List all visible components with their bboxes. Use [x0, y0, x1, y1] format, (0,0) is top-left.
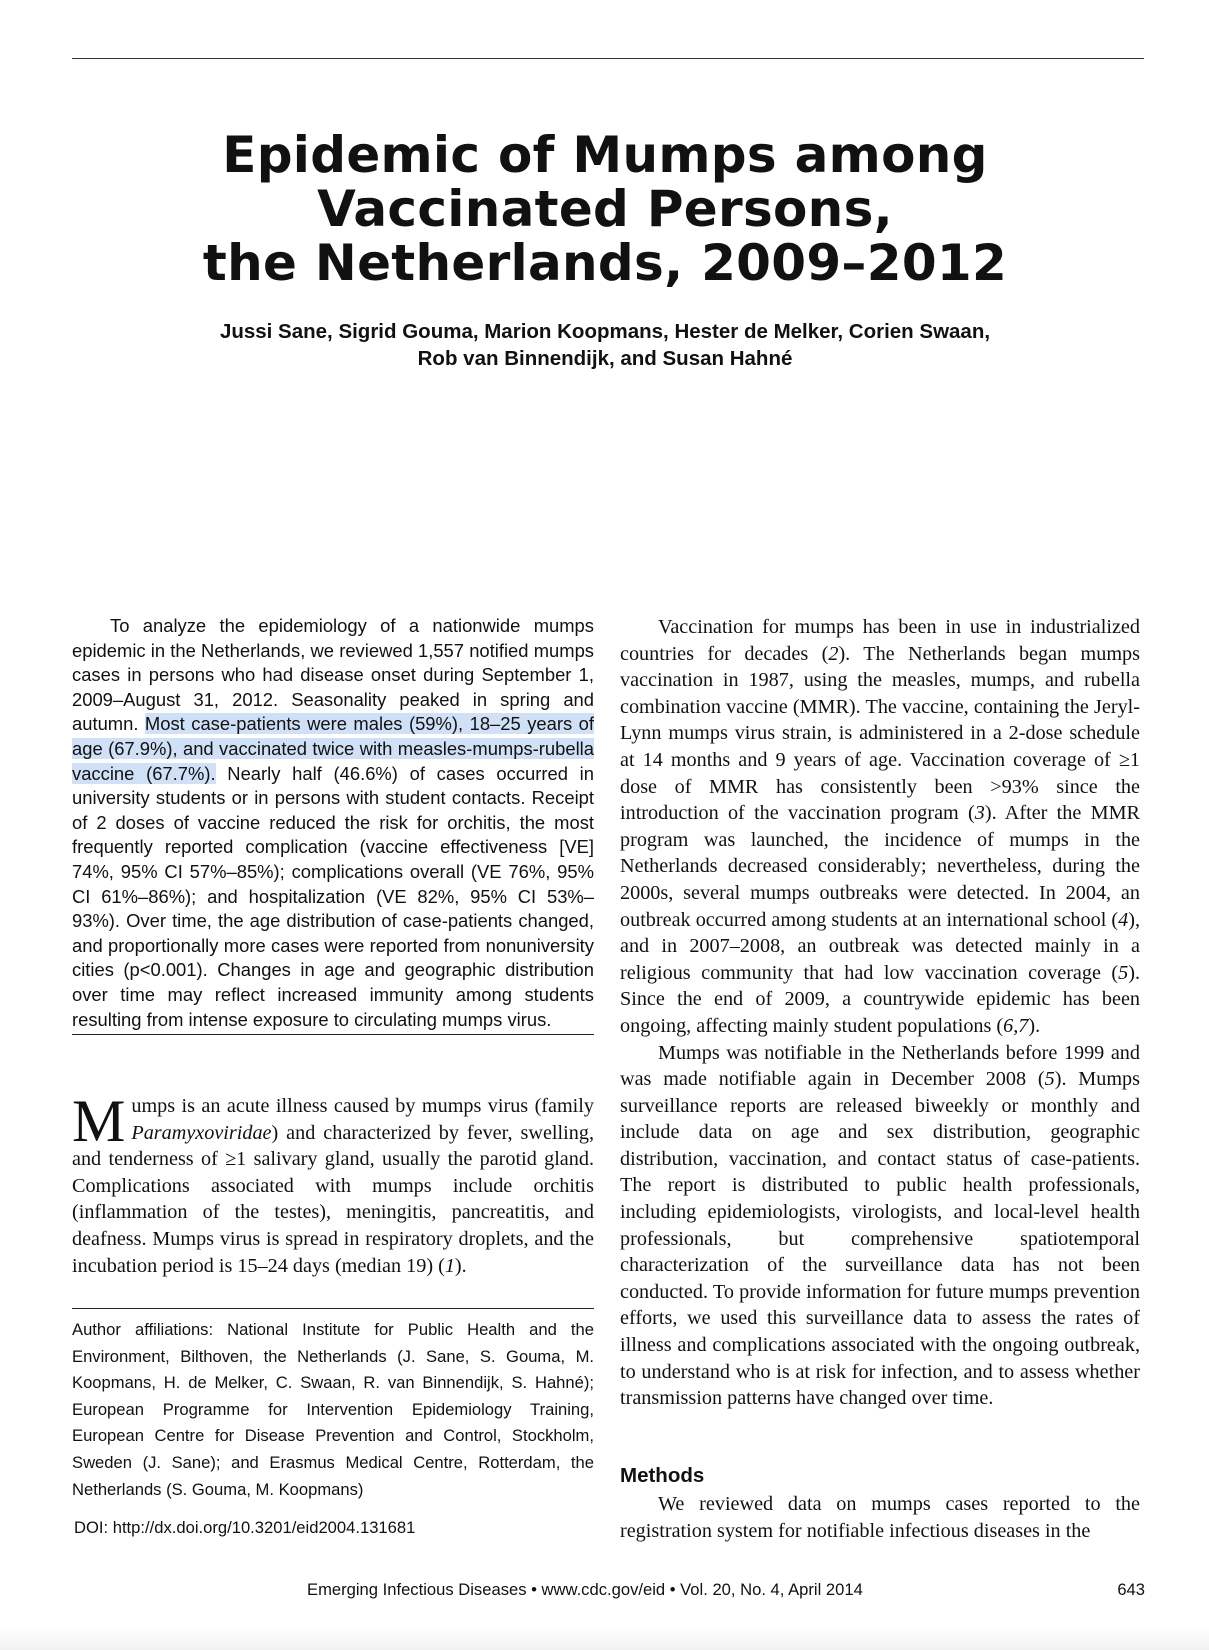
body-text: ), and in 2007–2008, an outbreak was detected mainly in a religious community that had low vaccination coverage ( — [620, 908, 1140, 984]
journal-info: Emerging Infectious Diseases • www.cdc.gov/eid • Vol. 20, No. 4, April 2014 — [307, 1580, 863, 1599]
author-line: Rob van Binnendijk, and Susan Hahné — [417, 347, 793, 370]
abstract-text: Nearly half (46.6%) of cases occurred in university students or in persons with student contacts. Receipt of 2 doses of vaccine reduced the risk for orchitis, the most frequently reported complication (vaccine effectiveness [VE] 74%, 95% CI 57%–85%); complications overall (VE 76%, 95% CI 61%–86%); and hospitalization (VE 82%, 95% CI 53%–93%). Over time, the age distribution of case-patients changed, and proportionally more cases were reported from nonuniversity cities (p<0.001). Changes in age and geographic distribution over time may reflect increased immunity among students resulting from intense exposure to circulating mumps virus. — [72, 762, 594, 1030]
intro-italic: Paramyxoviridae — [131, 1121, 272, 1144]
methods-paragraph: We reviewed data on mumps cases reported to the registration system for notifiable infectious diseases in the — [620, 1493, 1140, 1542]
body-text: ). Since the end of 2009, a countrywide epidemic has been ongoing, affecting mainly student populations ( — [620, 961, 1140, 1037]
body-text: ). The Netherlands began mumps vaccination in 1987, using the measles, mumps, and rubella combination vaccine (MMR). The vaccine, containing the Jeryl-Lynn mumps virus strain, is administered in a 2-dose schedule at 14 months and 9 years of age. Vaccination coverage of ≥1 dose of MMR has consistently been >93% since the introduction of the vaccination program ( — [620, 642, 1140, 825]
body-text: Vaccination for mumps has been in use in industrialized countries for decades ( — [620, 616, 1140, 665]
article-title — [100, 128, 1110, 290]
doi-link[interactable]: DOI: http://dx.doi.org/10.3201/eid2004.131681 — [74, 1518, 416, 1537]
intro-text: ). — [454, 1254, 467, 1277]
methods-heading: Methods — [620, 1464, 705, 1487]
abstract[interactable] — [72, 614, 594, 1035]
citation-ref[interactable]: 2 — [828, 642, 839, 665]
intro-paragraph — [72, 1088, 594, 1279]
highlighted-selection[interactable]: Most case-patients were males (59%), 18–25 years of age (67.9%), and vaccinated twice with measles-mumps-rubella vaccine (67.7%). — [72, 713, 594, 784]
drop-cap: M — [72, 1088, 126, 1154]
citation-ref[interactable]: 1 — [444, 1254, 455, 1277]
body-text: ). — [1028, 1014, 1041, 1037]
citation-ref[interactable]: 5 — [1044, 1068, 1055, 1091]
body-paragraph — [620, 614, 1140, 1040]
title-line: Epidemic of Mumps among — [222, 126, 988, 184]
citation-ref[interactable]: 6,7 — [1003, 1014, 1029, 1037]
citation-ref[interactable]: 3 — [974, 802, 985, 825]
citation-ref[interactable]: 5 — [1118, 961, 1129, 984]
abstract-text: To analyze the epidemiology of a nationwide mumps epidemic in the Netherlands, we reviewed 1,557 notified mumps cases in persons who had disease onset during September 1, 2009–August 31, 2012. Seasonality peaked in spring and autumn. — [72, 615, 594, 735]
right-column — [620, 614, 1140, 1412]
intro-text: ) and characterized by fever, swelling, and tenderness of ≥1 salivary gland, usually the parotid gland. Complications associated with mumps include orchitis (inflammation of the testes), meningitis, pancreatitis, and deafness. Mumps virus is spread in respiratory droplets, and the incubation period is 15–24 days (median 19) ( — [72, 1121, 594, 1277]
author-list — [100, 318, 1110, 372]
title-line: Vaccinated Persons, — [317, 180, 893, 238]
top-rule — [72, 58, 1144, 59]
body-paragraph — [620, 1040, 1140, 1412]
body-text: Mumps was notifiable in the Netherlands before 1999 and was made notifiable again in December 2008 ( — [620, 1041, 1140, 1091]
viewer-edge — [0, 1628, 1209, 1650]
author-affiliations: Author affiliations: National Institute for Public Health and the Environment, Bilthoven, the Netherlands (J. Sane, S. Gouma, M. Koopmans, H. de Melker, C. Swaan, R. van Binnendijk, S. Hahné); European Programme for Intervention Epidemiology Training, European Centre for Disease Prevention and Control, Stockholm, Sweden (J. Sane); and Erasmus Medical Centre, Rotterdam, the Netherlands (S. Gouma, M. Koopmans) — [72, 1308, 594, 1503]
title-line: the Netherlands, 2009–2012 — [202, 234, 1008, 292]
body-text: ). Mumps surveillance reports are released biweekly or monthly and include data on age and sex distribution, geographic distribution, vaccination, and contact status of case-patients. The report is distributed to public health professionals, including epidemiologists, virologists, and local-level health professionals, but comprehensive spatiotemporal characterization of the surveillance data has not been conducted. To provide information for future mumps prevention efforts, we used this surveillance data to assess the rates of illness and complications associated with the ongoing outbreak, to understand who is at risk for infection, and to assess whether transmission patterns have changed over time. — [620, 1068, 1140, 1410]
citation-ref[interactable]: 4 — [1118, 908, 1129, 931]
page-number: 643 — [1117, 1580, 1145, 1599]
body-text: ). After the MMR program was launched, the incidence of mumps in the Netherlands decreased considerably; nevertheless, during the 2000s, several mumps outbreaks were detected. In 2004, an outbreak occurred among students at an international school ( — [620, 802, 1140, 931]
intro-text: umps is an acute illness caused by mumps virus (family — [131, 1095, 594, 1117]
author-line: Jussi Sane, Sigrid Gouma, Marion Koopmans, Hester de Melker, Corien Swaan, — [219, 320, 991, 343]
